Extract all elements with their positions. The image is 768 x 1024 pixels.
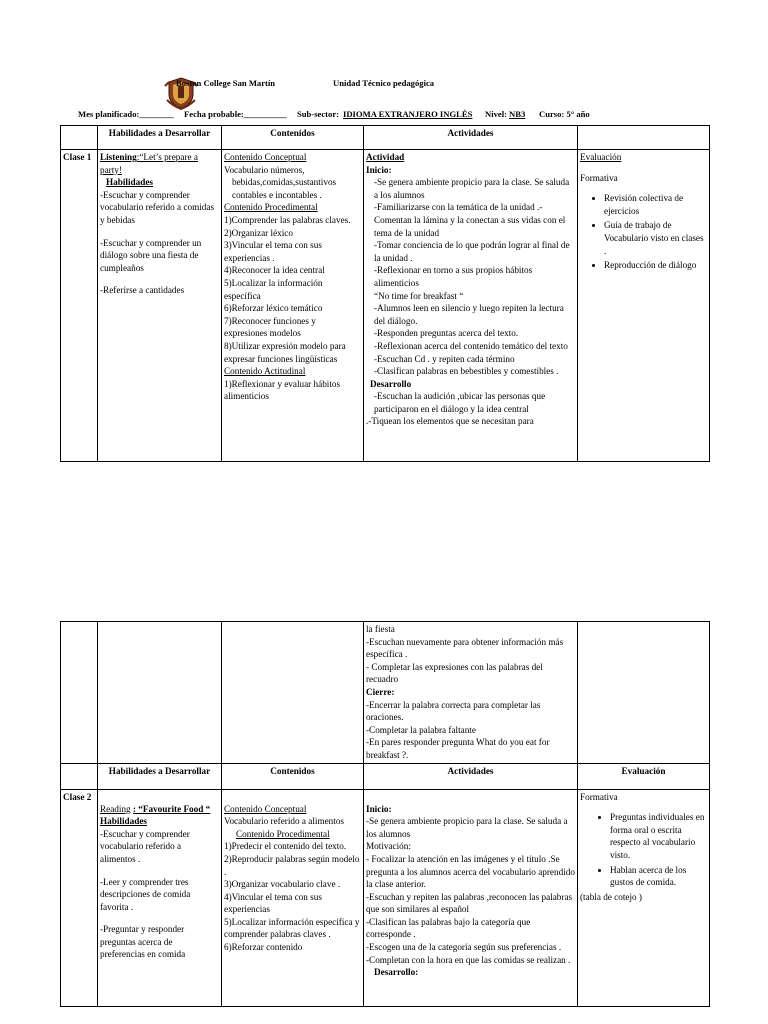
habilidad-item: -Preguntar y responder preguntas acerca de preferencias en comida	[100, 924, 186, 960]
actividad-item: la fiesta	[366, 624, 395, 634]
actividad-item: - Focalizar la atención en las imágenes y el título .Se pregunta a los alumnos acerca del vocabulario aprendido la clase anterior.	[366, 853, 575, 890]
evaluacion-item: • Reproducción de diálogo	[604, 259, 707, 272]
evaluacion-title: Evaluación	[580, 152, 622, 162]
actividad-item: -Completar la palabra faltante	[366, 724, 476, 735]
clase-1-evaluacion	[578, 150, 710, 462]
contenido-actitudinal-title: Contenido Actitudinal	[224, 366, 306, 377]
contenido-procedimental-title: Contenido Procedimental	[236, 828, 330, 839]
contenido-line: bebidas,comidas,sustantivos contables e incontables .	[232, 177, 337, 200]
clase-2-row	[61, 789, 710, 1006]
header-actividades: Actividades	[364, 126, 578, 150]
unit-name: Unidad Técnico pedagógica	[333, 78, 435, 88]
procedimental-item: 1)Comprender las palabras claves.	[224, 214, 351, 225]
evaluacion-item: • Guía de trabajo de Vocabulario visto en clases .	[604, 219, 707, 257]
nivel-label: Nivel:	[485, 109, 507, 119]
clase-2-evaluacion	[578, 789, 710, 1006]
procedimental-item: 4)Vincular el tema con sus experiencias	[224, 891, 322, 915]
habilidad-item: -Escuchar y comprender vocabulario referido a alimentos .	[100, 828, 190, 864]
actividad-title: Actividad	[366, 152, 405, 162]
clase-1-contenidos	[222, 150, 364, 462]
clase-2-habilidades	[98, 789, 222, 1006]
curso-label: Curso: 5° año	[539, 109, 590, 119]
planning-table-page-1	[60, 125, 710, 462]
actividad-item: -Responden preguntas acerca del texto.	[374, 328, 519, 339]
evaluacion-list	[580, 811, 707, 889]
actividad-item: -Clasifican las palabras bajo la categoría que corresponde .	[366, 916, 531, 940]
procedimental-item: 2)Organizar léxico	[224, 227, 293, 238]
nivel-value: NB3	[509, 109, 526, 119]
actividad-item: -Alumnos leen en silencio y luego repiten la lectura del diálogo.	[374, 303, 564, 326]
clase-1-row	[61, 150, 710, 462]
planning-table-page-2	[60, 621, 710, 1007]
header-actividades: Actividades	[364, 763, 578, 789]
header-habilidades: Habilidades a Desarrollar	[98, 126, 222, 150]
actividad-item: -Clasifican palabras en bebestibles y comestibles .	[374, 366, 559, 377]
actividad-item: -Escogen una de la categoría según sus preferencias .	[366, 942, 562, 953]
mes-planificado: Mes planificado:________	[78, 109, 174, 119]
actividad-item: -Escuchan la audición ,ubicar las personas que participaron en el diálogo y la idea central	[374, 391, 546, 414]
actividad-item: -Escuchan Cd . y repiten cada término	[374, 353, 515, 364]
evaluacion-item: • Hablan acerca de los gustos de comida.	[610, 864, 707, 889]
subsector-value: IDIOMA EXTRANJERO INGLÉS	[343, 109, 473, 119]
habilidad-item: -Leer y comprender tres descripciones de comida favorita .	[100, 876, 191, 912]
evaluacion-tipo: Formativa	[580, 172, 618, 183]
evaluacion-tipo: Formativa	[580, 791, 618, 802]
inicio-label: Inicio:	[366, 803, 392, 814]
contenido-conceptual-title: Contenido Conceptual	[224, 803, 307, 814]
habilidad-item: -Referirse a cantidades	[100, 285, 185, 296]
actividad-item: -Familiarizarse con la temática de la unidad .-Comentan la lámina y la conectan a sus vidas con el tema de la unidad	[374, 202, 566, 238]
reading-title: Reading	[100, 803, 131, 814]
clase-2-contenidos	[222, 789, 364, 1006]
evaluacion-list	[580, 192, 707, 272]
reading-topic: : “Favourite Food “	[132, 803, 211, 814]
actividad-item: -Reflexionar en torno a sus propios hábitos alimenticios	[374, 265, 533, 288]
table-header-row	[61, 126, 710, 150]
procedimental-item: 5)Localizar información específica y comprender palabras claves .	[224, 916, 360, 940]
school-name: Boston College San Martín	[176, 78, 276, 88]
evaluacion-item: • Preguntas individuales en forma oral o escrita respecto al vocabulario visto.	[610, 811, 707, 861]
header-blank-cell	[61, 126, 98, 150]
actividad-item: -Reflexionan acerca del contenido temático del texto	[374, 340, 568, 351]
clase-2-label: Clase 2	[61, 789, 98, 1006]
actividad-item: -Escuchan y repiten las palabras ,reconocen las palabras que son similares al español	[366, 891, 573, 915]
procedimental-item: 2)Reproducir palabras según modelo .	[224, 853, 360, 877]
actividad-item: -Escuchan nuevamente para obtener información más específica .	[366, 636, 564, 660]
habilidad-item: -Escuchar y comprender un diálogo sobre una fiesta de cumpleaños	[100, 237, 202, 273]
clase-1-habilidades	[98, 150, 222, 462]
evaluacion-item: • Revisión colectiva de ejercicios	[604, 192, 707, 217]
actividad-item: .-Tiquean los elementos que se necesitan para	[366, 416, 534, 427]
clase-1-actividades	[364, 150, 578, 462]
contenido-line: Vocabulario referido a alimentos	[224, 816, 344, 827]
motivacion-label: Motivación:	[366, 841, 411, 852]
inicio-label: Inicio:	[366, 164, 392, 175]
clase-2-actividades	[364, 789, 578, 1006]
procedimental-item: 5)Localizar la información específica	[224, 277, 323, 301]
habilidad-item: -Escuchar y comprender vocabulario referido a comidas y bebidas	[100, 189, 215, 225]
desarrollo-label: Desarrollo	[370, 378, 412, 389]
header-contenidos: Contenidos	[222, 126, 364, 150]
actividad-item: -En pares responder pregunta What do you eat for breakfast ?.	[366, 737, 550, 760]
continuation-row	[61, 622, 710, 764]
actitudinal-item: 1)Reflexionar y evaluar hábitos alimenticios	[224, 378, 341, 402]
actividad-item: -Encerrar la palabra correcta para completar las oraciones.	[366, 699, 541, 723]
actividad-item: -Se genera ambiente propicio para la clase. Se saluda a los alumnos	[374, 177, 570, 200]
contenido-line: Vocabulario números,	[224, 164, 305, 175]
cierre-label: Cierre:	[366, 686, 395, 697]
listening-title: Listening	[100, 152, 137, 162]
subsector-label: Sub-sector:	[297, 109, 340, 119]
procedimental-item: 6)Reforzar contenido	[224, 942, 303, 953]
table-header-row	[61, 763, 710, 789]
habilidades-subtitle: Habilidades	[100, 816, 147, 827]
actividad-item: “No time for breakfast “	[374, 290, 464, 301]
desarrollo-label: Desarrollo:	[374, 967, 419, 978]
procedimental-item: 1)Predecir el contenido del texto.	[224, 841, 347, 852]
actividad-item: -Completan con la hora en que las comidas se realizan .	[366, 954, 571, 965]
procedimental-item: 6)Reforzar léxico temático	[224, 303, 323, 314]
header-evaluacion: Evaluación	[578, 763, 710, 789]
contenido-procedimental-title: Contenido Procedimental	[224, 202, 318, 213]
procedimental-item: 3)Organizar vocabulario clave .	[224, 879, 341, 890]
procedimental-item: 3)Vincular el tema con sus experiencias .	[224, 240, 322, 263]
continuation-actividades	[364, 622, 578, 764]
fecha-probable: Fecha probable:__________	[184, 109, 287, 119]
procedimental-item: 7)Reconocer funciones y expresiones modelos	[224, 315, 316, 339]
habilidades-subtitle: Habilidades	[106, 177, 153, 188]
evaluacion-nota: (tabla de cotejo )	[580, 891, 642, 902]
actividad-item: - Completar las expresiones con las palabras del recuadro	[366, 661, 543, 685]
clase-1-label: Clase 1	[61, 150, 98, 462]
contenido-conceptual-title: Contenido Conceptual	[224, 152, 307, 162]
header-evaluacion-blank	[578, 126, 710, 150]
procedimental-item: 4)Reconocer la idea central	[224, 265, 325, 276]
actividad-item: -Tomar conciencia de lo que podrán lograr al final de la unidad .	[374, 240, 570, 263]
actividad-item: -Se genera ambiente propicio para la clase. Se saluda a los alumnos	[366, 816, 568, 839]
procedimental-item: 8)Utilizar expresión modelo para expresar funciones lingüísticas	[224, 340, 346, 364]
header-contenidos: Contenidos	[222, 763, 364, 789]
header-habilidades: Habilidades a Desarrollar	[98, 763, 222, 789]
listening-topic: :“Let’s prepare a party!	[100, 152, 198, 175]
